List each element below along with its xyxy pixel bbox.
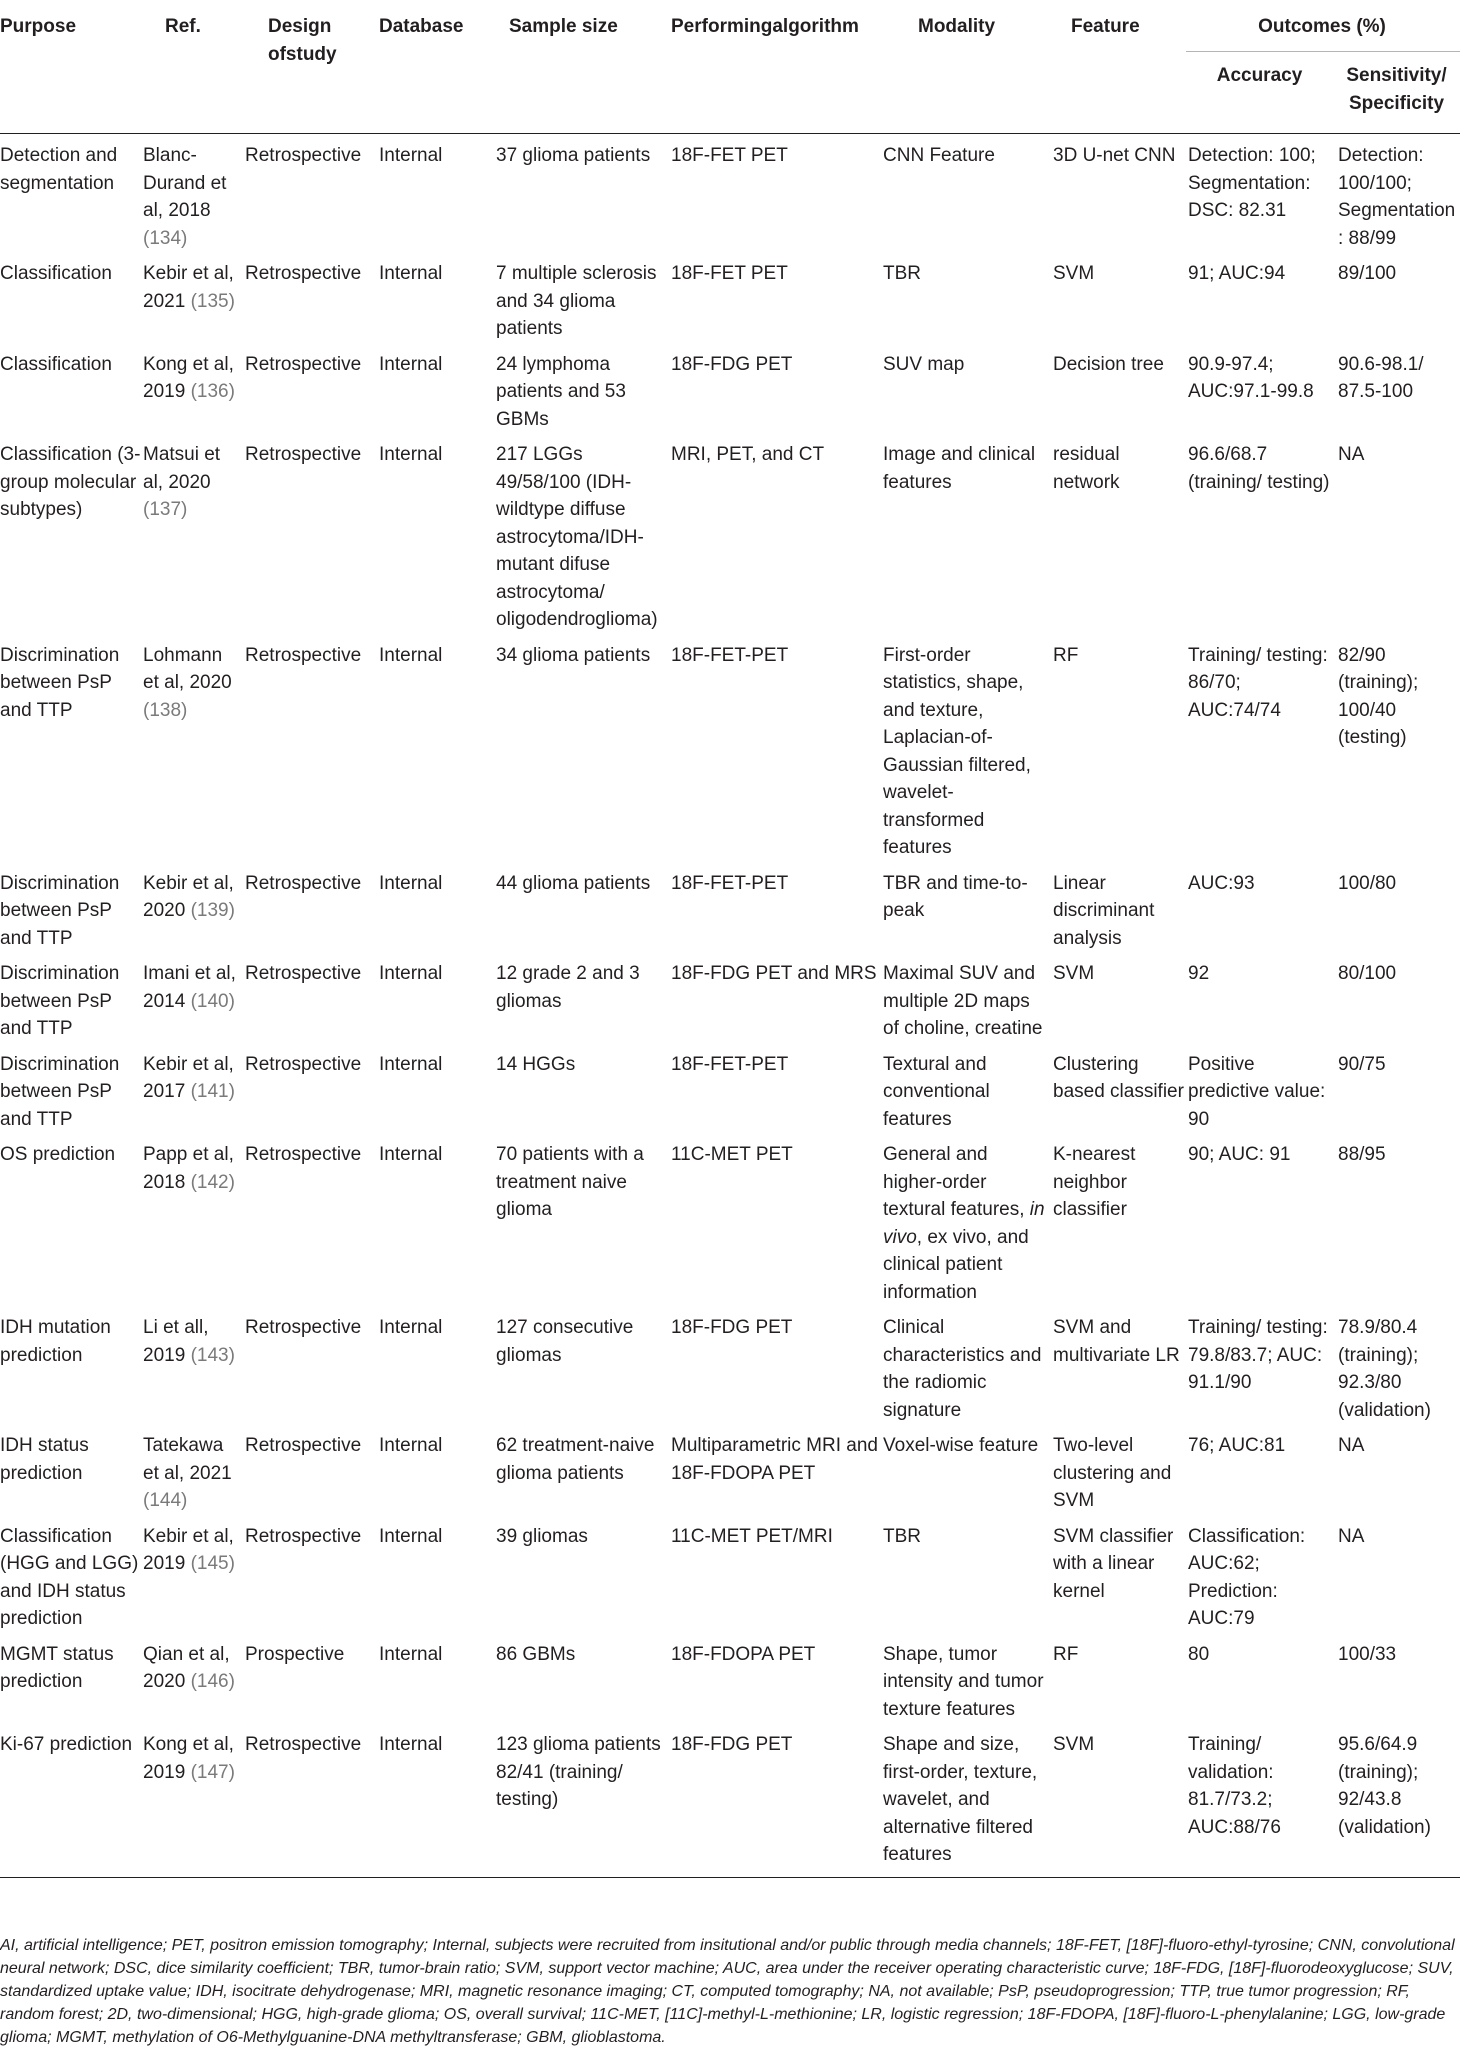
cell-algorithm: 18F-FDG PET and MRS	[671, 963, 877, 984]
cell-database: Internal	[379, 963, 443, 984]
modality-text: General and higher-order textural features,	[883, 1144, 1030, 1220]
cell-purpose: OS prediction	[0, 1144, 116, 1165]
cell-accuracy: 90.9-97.4; AUC:97.1-99.8	[1188, 353, 1314, 402]
cell-sample-size: 86 GBMs	[496, 1643, 576, 1665]
cell-sample-size: 37 glioma patients	[496, 145, 651, 166]
cell-database: Internal	[379, 1525, 443, 1547]
ref-citation-link[interactable]: (144)	[143, 1490, 188, 1511]
cell-sensitivity-specificity: Detection: 100/100; Segmentation: 88/99	[1338, 145, 1456, 249]
cell-algorithm: 18F-FDG PET	[671, 353, 793, 375]
cell-ref	[143, 952, 243, 1043]
cell-ref	[143, 634, 243, 862]
cell-algorithm: 11C-MET PET/MRI	[671, 1525, 833, 1547]
cell-modality: Shape, tumor intensity and tumor texture features	[883, 1643, 1044, 1720]
ref-citation-link[interactable]: (138)	[143, 699, 188, 721]
cell-database: Internal	[379, 444, 443, 465]
cell-purpose: Classification	[0, 263, 112, 284]
table-row	[0, 1043, 1460, 1134]
ref-citation-link[interactable]: (147)	[190, 1761, 235, 1783]
cell-algorithm: 18F-FDG PET	[668, 1723, 883, 1877]
cell-design: Retrospective	[245, 1053, 362, 1075]
cell-design: Prospective	[245, 1643, 345, 1665]
cell-modality: CNN Feature	[883, 145, 995, 166]
cell-sample-size: 34 glioma patients	[496, 644, 651, 666]
cell-sample-size: 127 consecutive gliomas	[496, 1317, 634, 1366]
cell-feature: residual network	[1053, 444, 1120, 493]
cell-sample-size: 217 LGGs 49/58/100 (IDH-wildtype diffuse astrocytoma/IDH-mutant difuse astrocytoma/ oligodendroglioma)	[496, 444, 658, 630]
cell-design: Retrospective	[245, 1317, 362, 1338]
cell-feature: SVM classifier with a linear kernel	[1053, 1525, 1174, 1602]
cell-feature: Clustering based classifier	[1053, 1053, 1184, 1102]
cell-modality: Shape and size, first-order, texture, wavelet, and alternative filtered features	[883, 1723, 1051, 1877]
cell-modality: First-order statistics, shape, and texture, Laplacian-of-Gaussian filtered, wavelet-transformed features	[883, 644, 1031, 858]
cell-design: Retrospective	[245, 1525, 362, 1547]
cell-design: Retrospective	[245, 644, 362, 666]
ref-citation-link[interactable]: (136)	[190, 381, 235, 402]
cell-sensitivity-specificity: 80/100	[1338, 963, 1397, 984]
cell-purpose: Classification	[0, 353, 112, 375]
cell-database: Internal	[379, 872, 443, 894]
cell-modality: Maximal SUV and multiple 2D maps of choline, creatine	[883, 963, 1043, 1039]
header-sample-size: Sample size	[487, 0, 668, 134]
cell-ref	[143, 433, 243, 634]
ref-citation-link[interactable]: (140)	[190, 990, 235, 1012]
cell-algorithm: 11C-MET PET	[671, 1144, 793, 1165]
cell-sensitivity-specificity: 82/90 (training); 100/40 (testing)	[1338, 644, 1419, 748]
cell-modality: Clinical characteristics and the radiomic signature	[883, 1317, 1042, 1421]
cell-feature: Two-level clustering and SVM	[1053, 1435, 1172, 1511]
cell-algorithm: 18F-FET-PET	[671, 872, 789, 894]
cell-modality: TBR and time-to-peak	[883, 872, 1028, 921]
cell-sample-size: 44 glioma patients	[496, 872, 651, 894]
cell-database: Internal	[379, 1053, 443, 1075]
table-row	[0, 862, 1460, 953]
cell-accuracy: Training/ testing: 79.8/83.7; AUC: 91.1/90	[1188, 1317, 1328, 1393]
cell-purpose: Discrimination between PsP and TTP	[0, 644, 120, 721]
ref-authors: Kebir et al, 2017	[143, 1053, 234, 1102]
cell-sample-size: 70 patients with a treatment naive glioma	[496, 1144, 644, 1220]
cell-feature: K-nearest neighbor classifier	[1053, 1144, 1136, 1220]
cell-purpose: Detection and segmentation	[0, 145, 118, 194]
modality-text: , ex vivo, and clinical patient information	[883, 1226, 1029, 1303]
header-algorithm: Performingalgorithm	[668, 0, 883, 134]
cell-accuracy: 90; AUC: 91	[1188, 1144, 1291, 1165]
cell-feature: RF	[1053, 644, 1079, 666]
cell-design: Retrospective	[245, 872, 362, 894]
cell-sensitivity-specificity: NA	[1338, 444, 1365, 465]
cell-sensitivity-specificity: 100/80	[1338, 872, 1397, 894]
ref-authors: Qian et al, 2020	[143, 1643, 230, 1692]
cell-accuracy: Training/ validation: 81.7/73.2; AUC:88/76	[1186, 1723, 1335, 1877]
table-header	[0, 0, 1460, 134]
cell-algorithm: 18F-FET-PET	[671, 1053, 789, 1075]
ref-authors: Kebir et al, 2019	[143, 1525, 234, 1574]
cell-feature: SVM	[1053, 963, 1095, 984]
cell-sensitivity-specificity: 100/33	[1338, 1643, 1397, 1665]
cell-modality: TBR	[883, 263, 921, 284]
cell-purpose: Classification (HGG and LGG) and IDH status prediction	[0, 1525, 139, 1629]
cell-feature: Linear discriminant analysis	[1053, 872, 1155, 949]
header-sensitivity-specificity: Sensitivity/ Specificity	[1335, 52, 1460, 134]
cell-purpose: MGMT status prediction	[0, 1643, 114, 1692]
table-row	[0, 1424, 1460, 1515]
cell-database: Internal	[379, 1435, 443, 1456]
table-row	[0, 1515, 1460, 1633]
ref-authors: Kebir et al, 2021	[143, 263, 234, 312]
cell-design: Retrospective	[245, 1435, 362, 1456]
cell-sample-size: 7 multiple sclerosis and 34 glioma patients	[496, 263, 657, 339]
ref-authors: Lohmann et al, 2020	[143, 644, 232, 693]
cell-design: Retrospective	[245, 444, 362, 465]
cell-sample-size: 62 treatment-naive glioma patients	[496, 1435, 655, 1484]
cell-purpose: Classification (3-group molecular subtypes)	[0, 444, 141, 520]
ref-authors: Imani et al, 2014	[143, 963, 236, 1012]
cell-database: Internal	[379, 1144, 443, 1165]
cell-ref	[143, 134, 243, 253]
cell-algorithm: Multiparametric MRI and 18F-FDOPA PET	[671, 1435, 878, 1484]
cell-database: Internal	[379, 145, 443, 166]
cell-sensitivity-specificity: NA	[1338, 1435, 1365, 1456]
cell-sample-size: 12 grade 2 and 3 gliomas	[496, 963, 640, 1012]
ref-authors: Kong et al, 2019	[143, 1734, 234, 1783]
cell-sample-size: 123 glioma patients 82/41 (training/ testing)	[487, 1723, 668, 1877]
table-row	[0, 1133, 1460, 1306]
ref-citation-link[interactable]: (142)	[190, 1171, 235, 1193]
cell-sample-size: 24 lymphoma patients and 53 GBMs	[496, 353, 626, 430]
table-row	[0, 343, 1460, 434]
cell-modality: TBR	[883, 1525, 921, 1547]
cell-algorithm: 18F-FET PET	[671, 263, 788, 284]
cell-algorithm: 18F-FDOPA PET	[671, 1643, 816, 1665]
cell-accuracy: 92	[1188, 963, 1210, 984]
cell-ref	[143, 1723, 243, 1877]
cell-feature: RF	[1053, 1643, 1079, 1665]
cell-database: Internal	[379, 353, 443, 375]
cell-accuracy: 80	[1188, 1643, 1210, 1665]
ref-citation-link[interactable]: (141)	[190, 1081, 235, 1102]
cell-algorithm: 18F-FET-PET	[671, 644, 789, 666]
cell-ref	[143, 1633, 243, 1724]
cell-accuracy: Detection: 100; Segmentation: DSC: 82.31	[1188, 145, 1316, 221]
ref-citation-link[interactable]: (143)	[190, 1344, 235, 1366]
ref-authors: Tatekawa et al, 2021	[143, 1435, 232, 1484]
table-row	[0, 433, 1460, 634]
cell-purpose: Discrimination between PsP and TTP	[0, 872, 120, 949]
table-row	[0, 252, 1460, 343]
cell-accuracy: Training/ testing: 86/70; AUC:74/74	[1188, 644, 1328, 721]
ref-authors: Kebir et al, 2020	[143, 872, 234, 921]
header-modality: Modality	[883, 0, 1051, 134]
table-footnote: AI, artificial intelligence; PET, positron emission tomography; Internal, subjects were recruited from insitutional and/or public through media channels; 18F-FET, [18F]-fluoro-ethyl-tyrosine; CNN, convolutional neural network; DSC, dice similarity coefficient; TBR, tumor-brain ratio; SVM, support vector machine; AUC, area under the receiver operating characteristic curve; 18F-FDG, [18F]-fluorodeoxyglucose; SUV, standardized uptake value; IDH, isocitrate dehydrogenase; MRI, magnetic resonance imaging; CT, computed tomography; NA, not available; PsP, pseudoprogression; TTP, true tumor progression; RF, random forest; 2D, two-dimensional; HGG, high-grade glioma; OS, overall survival; 11C-MET, [11C]-methyl-L-methionine; LR, logistic regression; 18F-FDOPA, [18F]-fluoro-L-phenylalanine; LGG, low-grade glioma; MGMT, methylation of O6-Methylguanine-DNA methyltransferase; GBM, glioblastoma.	[0, 1937, 1455, 2046]
table-row	[0, 1306, 1460, 1424]
cell-sample-size: 39 gliomas	[496, 1525, 588, 1547]
cell-ref	[143, 862, 243, 953]
ref-citation-link[interactable]: (134)	[143, 227, 188, 249]
cell-sensitivity-specificity: 90/75	[1338, 1053, 1386, 1075]
cell-sensitivity-specificity: 88/95	[1338, 1144, 1386, 1165]
cell-purpose: Discrimination between PsP and TTP	[0, 1053, 120, 1130]
header-ref: Ref.	[143, 0, 243, 134]
cell-design: Retrospective	[245, 353, 362, 375]
cell-database: Internal	[379, 644, 443, 666]
header-outcomes: Outcomes (%)	[1186, 0, 1460, 52]
cell-accuracy: 96.6/68.7 (training/ testing)	[1188, 444, 1330, 493]
cell-modality: Image and clinical features	[883, 444, 1036, 493]
cell-database: Internal	[379, 1723, 487, 1877]
cell-accuracy: AUC:93	[1188, 872, 1255, 894]
ref-authors: Li et all, 2019	[143, 1317, 209, 1366]
cell-ref	[143, 1515, 243, 1633]
cell-sensitivity-specificity: 95.6/64.9 (training); 92/43.8 (validation)	[1335, 1723, 1460, 1877]
ref-citation-link[interactable]: (146)	[190, 1671, 235, 1692]
cell-modality	[883, 1133, 1051, 1306]
cell-design: Retrospective	[245, 263, 362, 284]
modality-italic: in vivo	[883, 1199, 1045, 1248]
cell-modality: Voxel-wise feature	[883, 1435, 1039, 1456]
ref-authors: Blanc-Durand et al, 2018	[143, 145, 227, 221]
cell-feature: SVM	[1053, 263, 1095, 284]
ref-authors: Papp et al, 2018	[143, 1144, 234, 1193]
ref-authors: Kong et al, 2019	[143, 353, 234, 402]
ref-citation-link[interactable]: (139)	[190, 900, 235, 921]
table-row	[0, 134, 1460, 253]
cell-accuracy: 91; AUC:94	[1188, 263, 1286, 284]
header-feature: Feature	[1051, 0, 1186, 134]
cell-modality: SUV map	[883, 353, 965, 375]
cell-design: Retrospective	[245, 1144, 362, 1165]
cell-sensitivity-specificity: 78.9/80.4 (training); 92.3/80 (validation)	[1338, 1317, 1431, 1421]
table-row	[0, 952, 1460, 1043]
cell-sensitivity-specificity: 90.6-98.1/ 87.5-100	[1338, 353, 1424, 402]
cell-sensitivity-specificity: NA	[1338, 1525, 1365, 1547]
header-database: Database	[379, 0, 487, 134]
cell-database: Internal	[379, 263, 443, 284]
header-accuracy: Accuracy	[1186, 52, 1335, 134]
cell-accuracy: Positive predictive value: 90	[1188, 1053, 1326, 1130]
cell-accuracy: 76; AUC:81	[1188, 1435, 1286, 1456]
cell-algorithm: 18F-FDG PET	[671, 1317, 793, 1338]
table-row	[0, 634, 1460, 862]
cell-feature: SVM	[1051, 1723, 1186, 1877]
cell-algorithm: 18F-FET PET	[671, 145, 788, 166]
cell-feature: 3D U-net CNN	[1053, 145, 1176, 166]
cell-purpose: Discrimination between PsP and TTP	[0, 963, 120, 1039]
table-row	[0, 1723, 1460, 1877]
cell-purpose: IDH status prediction	[0, 1435, 89, 1484]
header-design: Design ofstudy	[243, 0, 379, 134]
cell-feature: SVM and multivariate LR	[1053, 1317, 1180, 1366]
ref-authors: Matsui et al, 2020	[143, 444, 221, 493]
cell-ref	[143, 1043, 243, 1134]
cell-feature: Decision tree	[1053, 353, 1164, 375]
table-row	[0, 1633, 1460, 1724]
cell-sample-size: 14 HGGs	[496, 1053, 576, 1075]
cell-ref	[143, 1133, 243, 1306]
cell-design: Retrospective	[245, 963, 362, 984]
header-purpose: Purpose	[0, 0, 143, 134]
cell-database: Internal	[379, 1643, 443, 1665]
cell-sensitivity-specificity: 89/100	[1338, 263, 1397, 284]
cell-accuracy: Classification: AUC:62; Prediction: AUC:79	[1188, 1525, 1306, 1629]
cell-ref	[143, 252, 243, 343]
cell-purpose: IDH mutation prediction	[0, 1317, 111, 1366]
cell-design: Retrospective	[245, 145, 362, 166]
cell-database: Internal	[379, 1317, 443, 1338]
cell-algorithm: MRI, PET, and CT	[671, 444, 825, 465]
ref-citation-link[interactable]: (137)	[143, 499, 188, 520]
ref-citation-link[interactable]: (145)	[190, 1553, 235, 1574]
cell-modality: Textural and conventional features	[883, 1053, 990, 1130]
cell-design: Retrospective	[243, 1723, 379, 1877]
table-body	[0, 134, 1460, 1878]
cell-purpose: Ki-67 prediction	[0, 1723, 143, 1877]
ref-citation-link[interactable]: (135)	[190, 290, 235, 312]
cell-ref	[143, 343, 243, 434]
cell-ref	[143, 1306, 243, 1424]
cell-ref	[143, 1424, 243, 1515]
